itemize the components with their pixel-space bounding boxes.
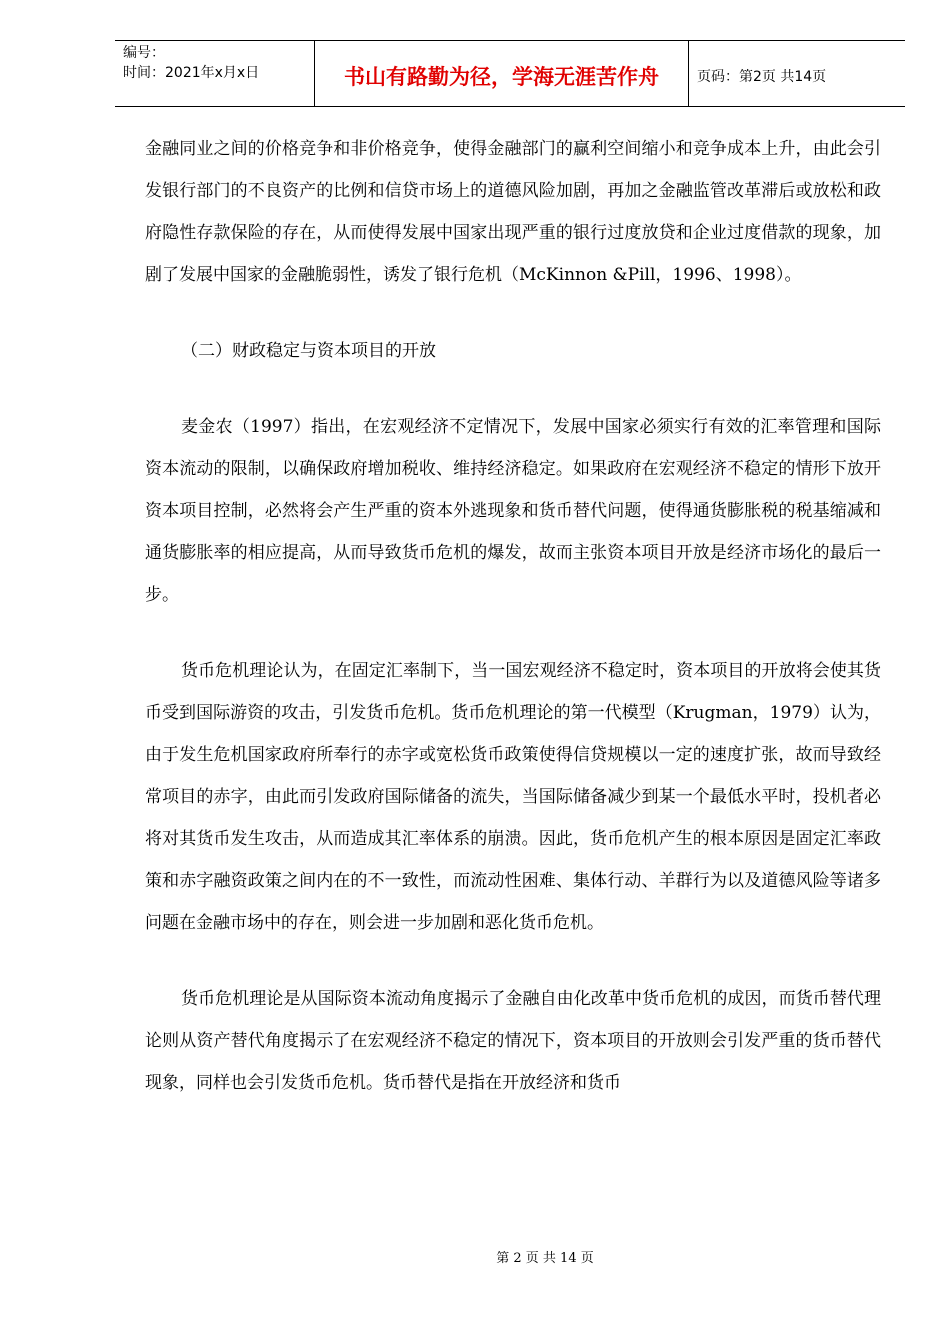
document-number-label: 编号： xyxy=(123,45,165,61)
section-heading: （二）财政稳定与资本项目的开放 xyxy=(181,341,436,361)
document-time-label: 时间：2021年x月x日 xyxy=(123,65,260,81)
paragraph-1: 金融同业之间的价格竞争和非价格竞争，使得金融部门的赢利空间缩小和竞争成本上升，由此会引发银行部门的不良资产的比例和信贷市场上的道德风险加剧，再加之金融监管改革滞后或放松和政府隐性存款保险的存在，从而使得发展中国家出现严重的银行过度放贷和企业过度借款的现象，加剧了发展中国家的金融脆弱性，诱发了银行危机（McKinnon &Pill，1996、1998）。 xyxy=(145,139,881,285)
header-motto: 书山有路勤为径，学海无涯苦作舟 xyxy=(315,41,689,106)
document-body xyxy=(145,128,881,1104)
paragraph-3: 货币危机理论认为，在固定汇率制下，当一国宏观经济不稳定时，资本项目的开放将会使其货币受到国际游资的攻击，引发货币危机。货币危机理论的第一代模型（Krugman，1979）认为，由于发生危机国家政府所奉行的赤字或宽松货币政策使得信贷规模以一定的速度扩张，故而导致经常项目的赤字，由此而引发政府国际储备的流失，当国际储备减少到某一个最低水平时，投机者必将对其货币发生攻击，从而造成其汇率体系的崩溃。因此，货币危机产生的根本原因是固定汇率政策和赤字融资政策之间内在的不一致性，而流动性困难、集体行动、羊群行为以及道德风险等诸多问题在金融市场中的存在，则会进一步加剧和恶化货币危机。 xyxy=(145,661,881,933)
header-page-info: 页码：第2页 共14页 xyxy=(697,68,827,85)
page-header xyxy=(115,40,905,107)
paragraph-4: 货币危机理论是从国际资本流动角度揭示了金融自由化改革中货币危机的成因，而货币替代理论则从资产替代角度揭示了在宏观经济不稳定的情况下，资本项目的开放则会引发严重的货币替代现象，同样也会引发货币危机。货币替代是指在开放经济和货币 xyxy=(145,989,881,1093)
paragraph-2: 麦金农（1997）指出，在宏观经济不定情况下，发展中国家必须实行有效的汇率管理和国际资本流动的限制，以确保政府增加税收、维持经济稳定。如果政府在宏观经济不稳定的情形下放开资本项目控制，必然将会产生严重的资本外逃现象和货币替代问题，使得通货膨胀税的税基缩减和通货膨胀率的相应提高，从而导致货币危机的爆发，故而主张资本项目开放是经济市场化的最后一步。 xyxy=(145,417,881,605)
page-footer: 第 2 页 共 14 页 xyxy=(496,1251,594,1266)
header-meta xyxy=(115,41,315,106)
